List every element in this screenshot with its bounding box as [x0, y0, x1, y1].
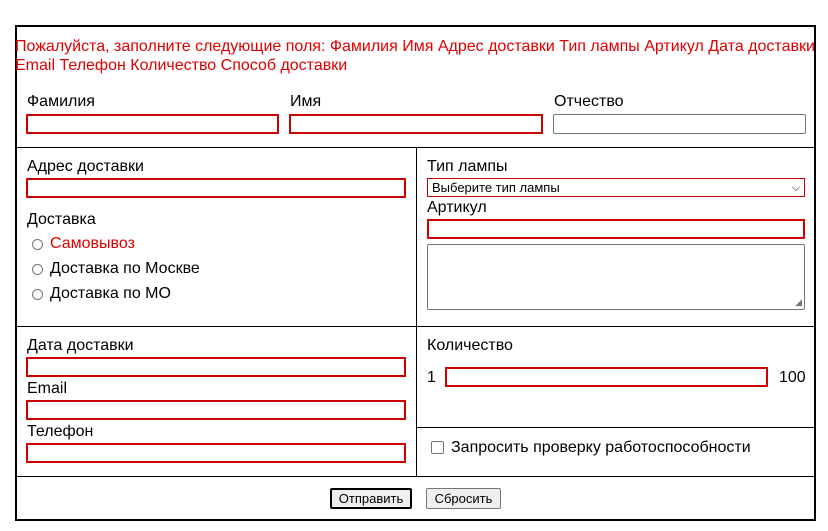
quantity-min-label: 1	[427, 369, 436, 386]
firstname-label: Имя	[290, 93, 322, 110]
chevron-down-icon: ⌵	[791, 182, 800, 194]
validation-error-message: Пожалуйста, заполните следующие поля: Фамилия Имя Адрес доставки Тип лампы Артикул Дата доставки Email Телефон Количество Способ доставки	[15, 38, 815, 74]
email-input[interactable]	[26, 400, 406, 420]
delivery-option-label: Самовывоз	[50, 235, 135, 252]
resize-grip-icon[interactable]: ◢	[795, 297, 802, 307]
section-divider	[416, 427, 816, 428]
date-input[interactable]	[26, 357, 406, 377]
quantity-input[interactable]	[445, 367, 768, 387]
radio-button[interactable]	[32, 239, 43, 250]
delivery-option-moscow[interactable]	[32, 260, 200, 278]
firstname-input[interactable]	[289, 114, 543, 134]
address-label: Адрес доставки	[27, 158, 144, 175]
delivery-option-pickup[interactable]	[32, 235, 135, 253]
section-divider	[15, 476, 816, 477]
article-input[interactable]	[427, 219, 805, 239]
article-label: Артикул	[427, 199, 487, 216]
quantity-label: Количество	[427, 337, 513, 354]
delivery-option-label: Доставка по Москве	[50, 260, 200, 277]
date-label: Дата доставки	[27, 337, 134, 354]
lastname-input[interactable]	[26, 114, 279, 134]
lastname-label: Фамилия	[27, 93, 95, 110]
reset-button[interactable]: Сбросить	[426, 488, 501, 509]
article-textarea[interactable]	[427, 244, 805, 310]
radio-button[interactable]	[32, 264, 43, 275]
lamp-type-label: Тип лампы	[427, 158, 508, 175]
phone-input[interactable]	[26, 443, 406, 463]
patronymic-input[interactable]	[553, 114, 806, 134]
quantity-max-label: 100	[779, 369, 806, 386]
lamp-type-selected-value: Выберите тип лампы	[432, 180, 560, 195]
delivery-option-region[interactable]	[32, 285, 171, 303]
delivery-option-label: Доставка по МО	[50, 285, 171, 302]
address-input[interactable]	[26, 178, 406, 198]
patronymic-label: Отчество	[554, 93, 624, 110]
section-divider	[15, 326, 816, 327]
check-request-checkbox[interactable]	[431, 441, 444, 454]
phone-label: Телефон	[27, 423, 94, 440]
submit-button[interactable]: Отправить	[330, 488, 412, 509]
delivery-label: Доставка	[27, 211, 96, 228]
email-label: Email	[27, 380, 68, 397]
lamp-type-select[interactable]	[427, 178, 805, 197]
radio-button[interactable]	[32, 289, 43, 300]
check-request-label: Запросить проверку работоспособности	[451, 439, 751, 456]
